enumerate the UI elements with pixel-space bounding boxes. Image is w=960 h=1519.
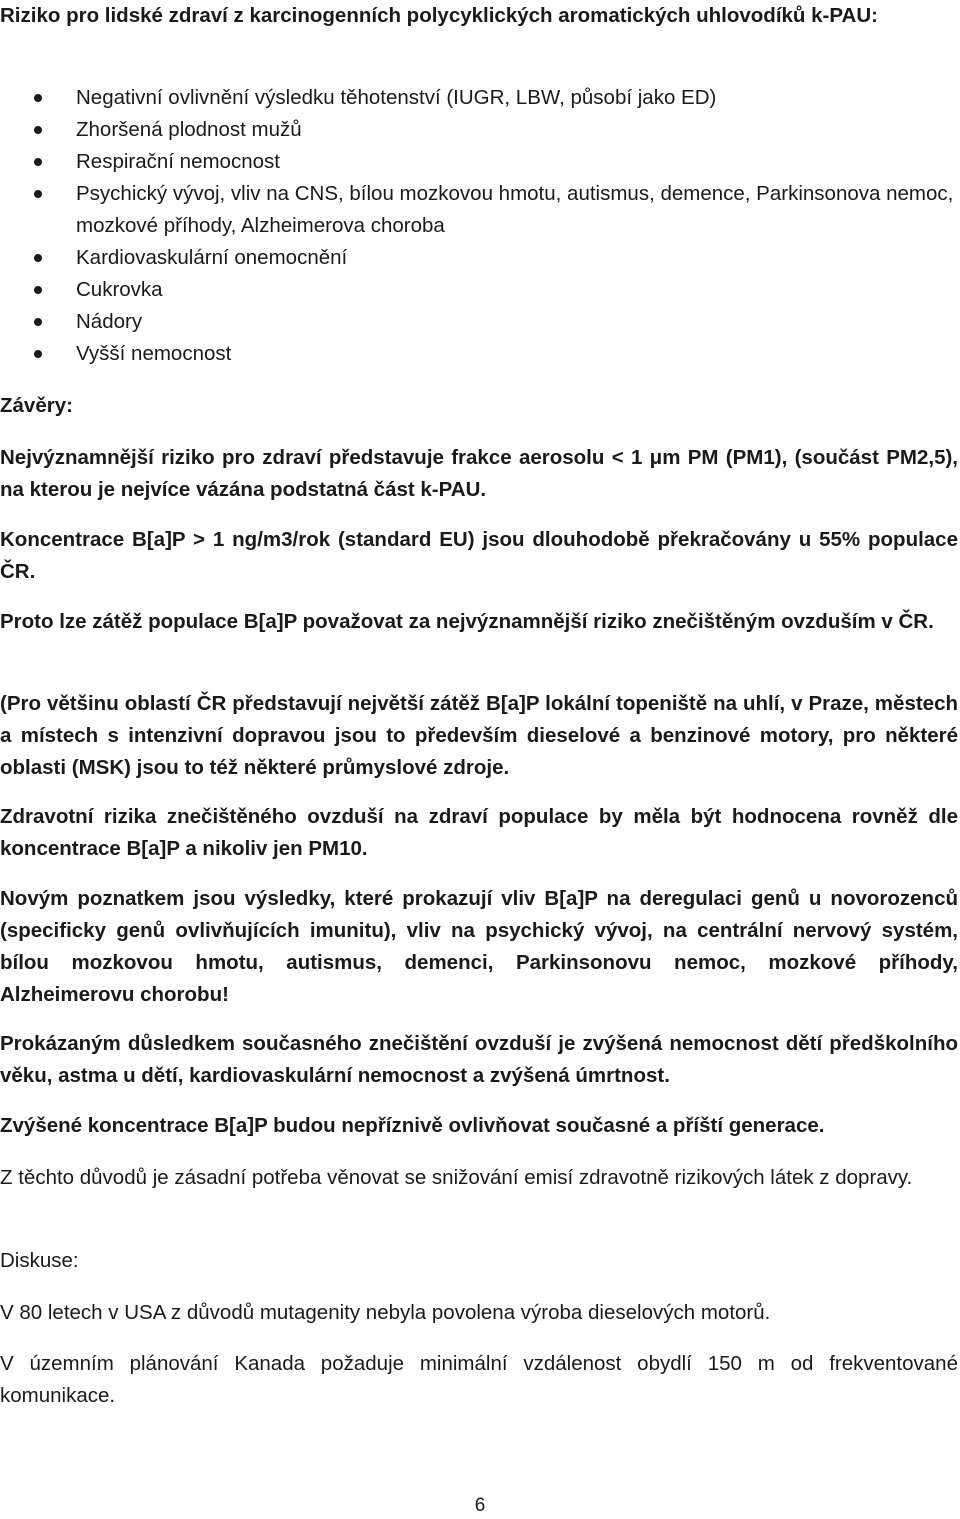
bullet-icon [34,254,42,262]
list-item: Psychický vývoj, vliv na CNS, bílou mozkovou hmotu, autismus, demence, Parkinsonova nemoc, mozkové příhody, Alzheimerova choroba [0,178,958,242]
conclusion-paragraph: Nejvýznamnější riziko pro zdraví představuje frakce aerosolu < 1 μm PM (PM1), (součást PM2,5), na kterou je nejvíce vázána podstatná část k-PAU. [0,446,958,501]
conclusion-paragraph: (Pro většinu oblastí ČR představují největší zátěž B[a]P lokální topeniště na uhlí, v Praze, městech a místech s intenzivní dopravou jsou to především dieselové a benzinové motory, pro některé oblasti (MSK) jsou to též některé průmyslové zdroje. [0,692,958,779]
conclusion-paragraph: Zdravotní rizika znečištěného ovzduší na zdraví populace by měla být hodnocena rovněž dle koncentrace B[a]P a nikoliv jen PM10. [0,805,958,860]
bullet-icon [34,190,42,198]
bullet-icon [34,126,42,134]
list-item: Negativní ovlivnění výsledku těhotenství (IUGR, LBW, působí jako ED) [0,82,958,114]
bullet-icon [34,286,42,294]
conclusion-paragraph: Novým poznatkem jsou výsledky, které prokazují vliv B[a]P na deregulaci genů u novorozenců (specificky genů ovlivňujících imunitu), vliv na psychický vývoj, na centrální nervový systém, bílou mozkovou hmotu, autismus, demenci, Parkinsonovu nemoc, mozkové příhody, Alzheimerovu chorobu! [0,887,958,1006]
list-item: Nádory [0,306,958,338]
list-item: Cukrovka [0,274,958,306]
discussion-paragraph: V územním plánování Kanada požaduje minimální vzdálenost obydlí 150 m od frekventované komunikace. [0,1352,958,1407]
conclusions-label: Závěry: [0,394,73,417]
discussion-label: Diskuse: [0,1249,79,1272]
risk-list [0,82,958,370]
section-heading: Riziko pro lidské zdraví z karcinogenních polycyklických aromatických uhlovodíků k-PAU: [0,4,878,27]
reasons-paragraph: Z těchto důvodů je zásadní potřeba věnovat se snižování emisí zdravotně rizikových látek z dopravy. [0,1166,913,1189]
bullet-icon [34,318,42,326]
list-item: Zhoršená plodnost mužů [0,114,958,146]
list-item: Vyšší nemocnost [0,338,958,370]
conclusion-paragraph: Zvýšené koncentrace B[a]P budou nepříznivě ovlivňovat současné a příští generace. [0,1114,825,1137]
list-item: Kardiovaskulární onemocnění [0,242,958,274]
discussion-paragraph: V 80 letech v USA z důvodů mutagenity nebyla povolena výroba dieselových motorů. [0,1301,771,1324]
list-item: Respirační nemocnost [0,146,958,178]
conclusion-paragraph: Prokázaným důsledkem současného znečištění ovzduší je zvýšená nemocnost dětí předškolního věku, astma u dětí, kardiovaskulární nemocnost a zvýšená úmrtnost. [0,1032,958,1087]
bullet-icon [34,94,42,102]
bullet-icon [34,158,42,166]
conclusion-paragraph: Koncentrace B[a]P > 1 ng/m3/rok (standard EU) jsou dlouhodobě překračovány u 55% populace ČR. [0,528,958,583]
conclusion-paragraph: Proto lze zátěž populace B[a]P považovat za nejvýznamnější riziko znečištěným ovzduším v ČR. [0,610,934,633]
bullet-icon [34,350,42,358]
page-number: 6 [474,1495,486,1516]
